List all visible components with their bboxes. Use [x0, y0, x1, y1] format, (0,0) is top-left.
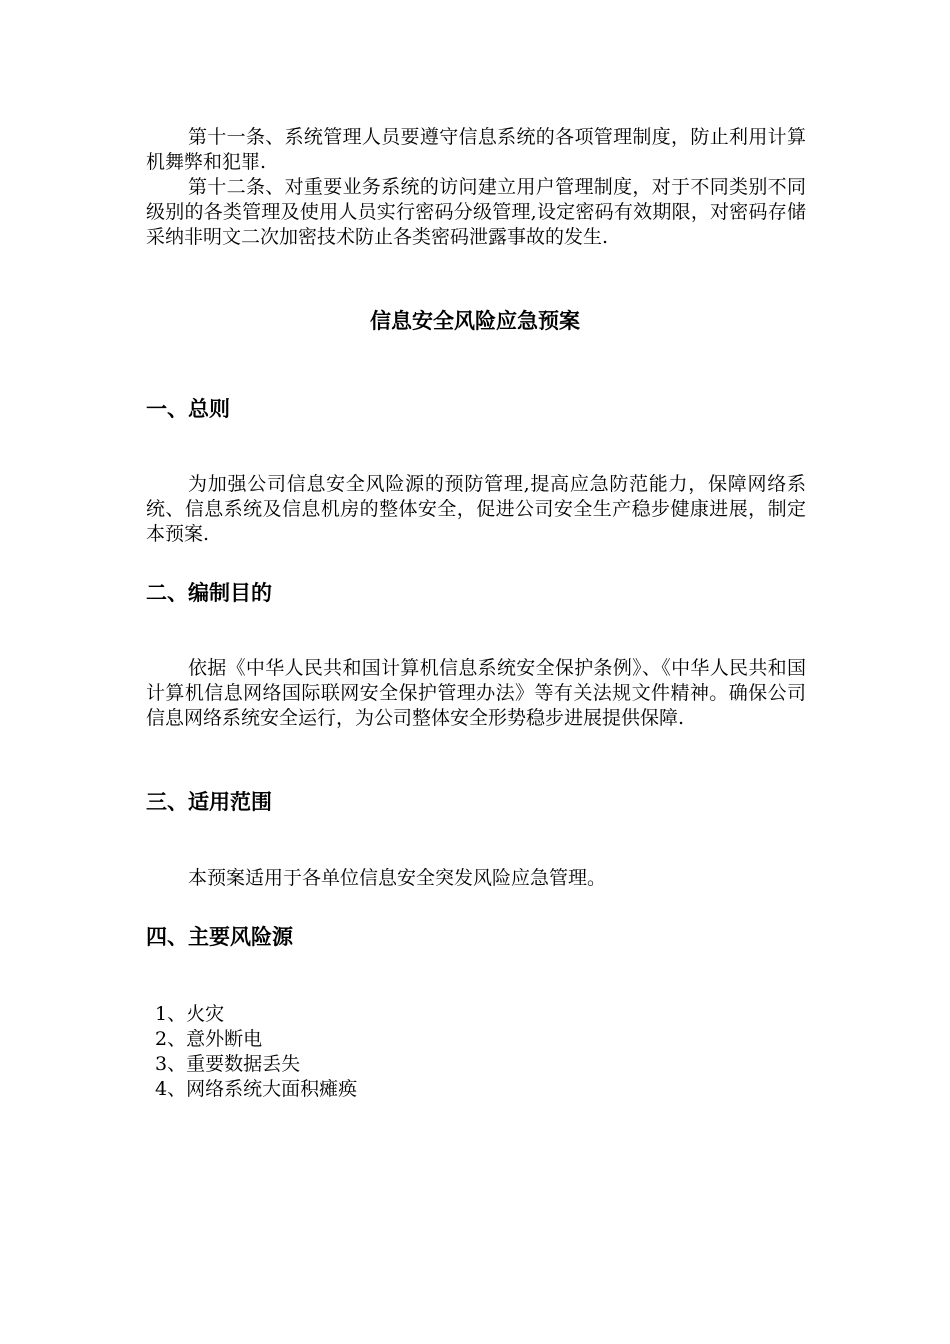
section-heading-risk-sources: 四、主要风险源	[146, 925, 293, 949]
risk-source-list	[146, 1002, 357, 1102]
list-item: 1、火灾	[155, 1003, 225, 1025]
section-heading-general: 一、总则	[146, 397, 230, 421]
document-title: 信息安全风险应急预案	[370, 309, 580, 333]
section-body-scope: 本预案适用于各单位信息安全突发风险应急管理。	[188, 867, 607, 889]
article-12-paragraph: 第十二条、对重要业务系统的访问建立用户管理制度，对于不同类别不同级别的各类管理及使用人员实行密码分级管理,设定密码有效期限，对密码存储采纳非明文二次加密技术防止各类密码泄露事故的发生.	[146, 176, 806, 248]
section-heading-scope: 三、适用范围	[146, 790, 272, 814]
list-item: 2、意外断电	[155, 1028, 263, 1050]
section-body-general: 为加强公司信息安全风险源的预防管理,提高应急防范能力，保障网络系统、信息系统及信息机房的整体安全，促进公司安全生产稳步健康进展，制定本预案.	[146, 473, 806, 545]
article-11-paragraph: 第十一条、系统管理人员要遵守信息系统的各项管理制度，防止利用计算机舞弊和犯罪.	[146, 126, 806, 173]
section-heading-purpose: 二、编制目的	[146, 581, 272, 605]
list-item: 4、网络系统大面积瘫痪	[155, 1078, 358, 1100]
section-body-purpose: 依据《中华人民共和国计算机信息系统安全保护条例》、《中华人民共和国计算机信息网络国际联网安全保护管理办法》等有关法规文件精神。确保公司信息网络系统安全运行，为公司整体安全形势稳步进展提供保障.	[146, 657, 806, 729]
list-item: 3、重要数据丢失	[155, 1053, 301, 1075]
